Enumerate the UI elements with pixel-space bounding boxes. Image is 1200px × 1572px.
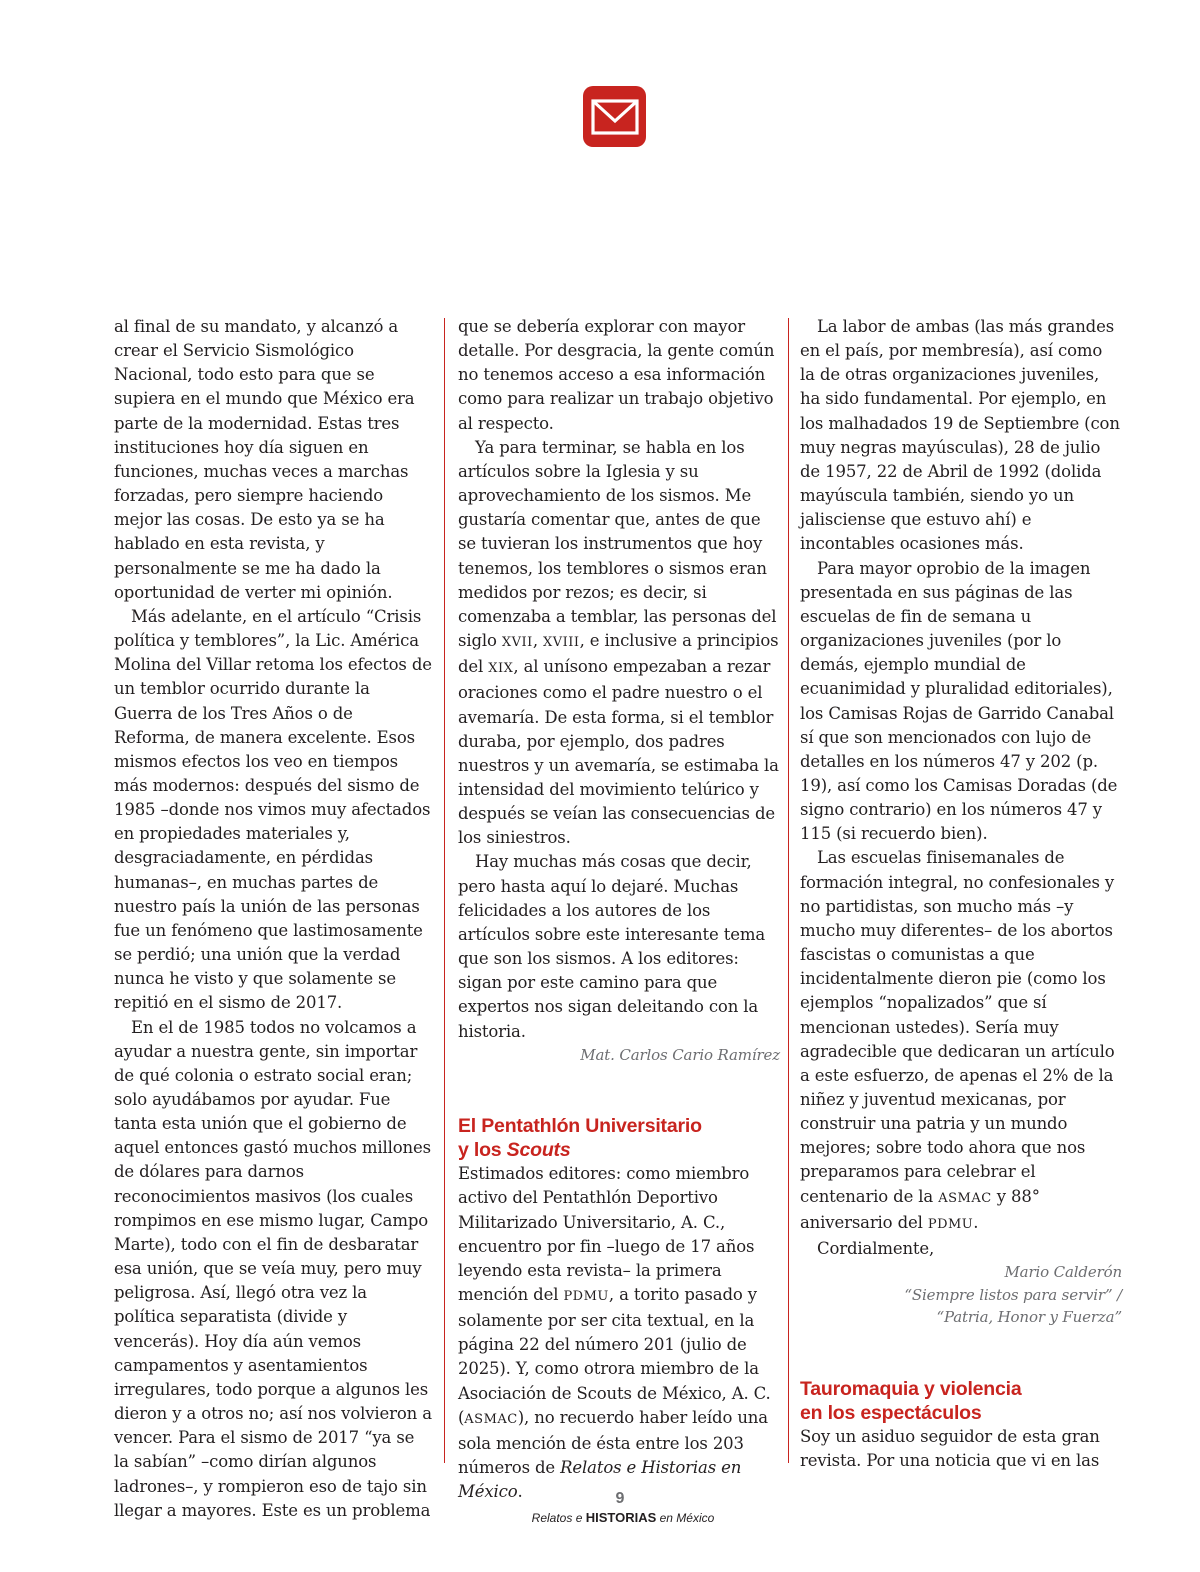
- paragraph: Soy un asiduo seguidor de esta gran revista. Por una noticia que vi en las: [800, 1426, 1100, 1470]
- paragraph: En el de 1985 todos no volcamos a ayudar a nuestra gente, sin importar de qué colonia o estrato social eran; solo ayudábamos por ayudar. Fue tanta esta unión que el gobierno de aquel entonces gastó muchos millones de dólares para darnos reconocimientos masivos (los cuales rompimos en ese mismo lugar, Campo Marte), todo con el fin de desbaratar esa unión, que se veía muy, pero muy peligrosa. Así, llegó otra vez la política separatista (divide y vencerás). Hoy día aún vemos campamentos y asentamientos irregulares, todo porque a algunos les dieron y a otros no; así nos volvieron a vencer. Para el sismo de 2017 “ya se la sabían” –como dirían algunos ladrones–, y rompieron eso de tajo sin llegar a mayores. Este es un problema: [114, 1017, 432, 1520]
- paragraph: Ya para terminar, se habla en los artículos sobre la Iglesia y su aprovechamiento de los sismos. Me gustaría comentar que, antes de que se tuvieran los instrumentos que hoy tenemos, los temblores o sismos eran medidos por rezos; es decir, si comenzaba a temblar, las personas del siglo XVII, XVIII, e inclusive a principios del XIX, al unísono empezaban a rezar oraciones como el padre nuestro o el avemaría. De esta forma, si el temblor duraba, por ejemplo, dos padres nuestros y un avemaría, se estimaba la intensidad del movimiento telúrico y después se veían las consecuencias de los siniestros.: [458, 437, 779, 848]
- letter-heading: El Pentathlón Universitario y los Scouts: [458, 1115, 702, 1162]
- paragraph: al final de su mandato, y alcanzó a crear el Servicio Sismológico Nacional, todo esto para que se supiera en el mundo que México era parte de la modernidad. Estas tres instituciones hoy día siguen en funciones, muchas veces a marchas forzadas, pero siempre haciendo mejor las cosas. De esto ya se ha hablado en esta revista, y personalmente se me ha dado la oportunidad de verter mi opinión.: [114, 317, 415, 602]
- page-number: 9: [615, 1490, 625, 1507]
- text-column-3: [800, 315, 1122, 1473]
- text-column-2: [458, 315, 780, 1504]
- envelope-icon: [591, 99, 639, 135]
- paragraph: Hay muchas más cosas que decir, pero hasta aquí lo dejaré. Muchas felicidades a los autores de los artículos sobre este interesante tema que son los sismos. A los editores: sigan por este camino para que expertos nos sigan deleitando con la historia.: [458, 852, 766, 1041]
- letter-heading: Tauromaquia y violencia en los espectáculos: [800, 1377, 1022, 1424]
- column-divider: [444, 318, 445, 1463]
- mail-section-badge: [583, 86, 646, 147]
- paragraph: Cordialmente,: [817, 1238, 935, 1258]
- paragraph: Más adelante, en el artículo “Crisis política y temblores”, la Lic. América Molina del Villar retoma los efectos de un temblor ocurrido durante la Guerra de los Tres Años o de Reforma, de manera excelente. Esos mismos efectos los veo en tiempos más modernos: después del sismo de 1985 –donde nos vimos muy afectados en propiedades materiales y, desgraciadamente, en pérdidas humanas–, en muchas partes de nuestro país la unión de las personas fue un fenómeno que lastimosamente se perdió; una unión que la verdad nunca he visto y que solamente se repitió en el sismo de 2017.: [114, 606, 432, 1013]
- paragraph: Las escuelas finisemanales de formación integral, no confesionales y no partidistas, son mucho más –y mucho muy diferentes– de los abortos fascistas o comunistas a que incidentalmente dieron pie (como los ejemplos “nopalizados” que sí mencionan ustedes). Sería muy agradecible que dedicaran un artículo a este esfuerzo, de apenas el 2% de la niñez y juventud mexicanas, por construir una patria y un mundo mejores; sobre todo ahora que nos preparamos para celebrar el centenario de la ASMAC y 88° aniversario del PDMU.: [800, 848, 1115, 1232]
- letter-signature: Mario Calderón “Siempre listos para servir” / “Patria, Honor y Fuerza”: [904, 1263, 1122, 1327]
- letter-signature: Mat. Carlos Cario Ramírez: [580, 1045, 780, 1064]
- paragraph: Estimados editores: como miembro activo del Pentathlón Deportivo Militarizado Universitario, A. C., encuentro por fin –luego de 17 años leyendo esta revista– la primera mención del PDMU, a torito pasado y solamente por ser cita textual, en la página 22 del número 201 (julio de 2025). Y, como otrora miembro de la Asociación de Scouts de México, A. C. (ASMAC), no recuerdo haber leído una sola mención de ésta entre los 203 números de Relatos e Historias en México.: [458, 1164, 771, 1502]
- column-divider: [788, 318, 789, 1463]
- paragraph: que se debería explorar con mayor detalle. Por desgracia, la gente común no tenemos acceso a esa información como para realizar un trabajo objetivo al respecto.: [458, 317, 775, 433]
- paragraph: La labor de ambas (las más grandes en el país, por membresía), así como la de otras organizaciones juveniles, ha sido fundamental. Por ejemplo, en los malhadados 19 de Septiembre (con muy negras mayúsculas), 28 de julio de 1957, 22 de Abril de 1992 (dolida mayúscula también, siendo yo un jalisciense que estuvo ahí) e incontables ocasiones más.: [800, 317, 1120, 554]
- text-column-1: [114, 315, 432, 1523]
- magazine-title: Relatos e HISTORIAS en México: [531, 1510, 715, 1525]
- paragraph: Para mayor oprobio de la imagen presentada en sus páginas de las escuelas de fin de semana u organizaciones juveniles (por lo demás, ejemplo mundial de ecuanimidad y pluralidad editoriales), los Camisas Rojas de Garrido Canabal sí que son mencionados con lujo de detalles en los números 47 y 202 (p. 19), así como los Camisas Doradas (de signo contrario) en los números 47 y 115 (si recuerdo bien).: [800, 558, 1118, 844]
